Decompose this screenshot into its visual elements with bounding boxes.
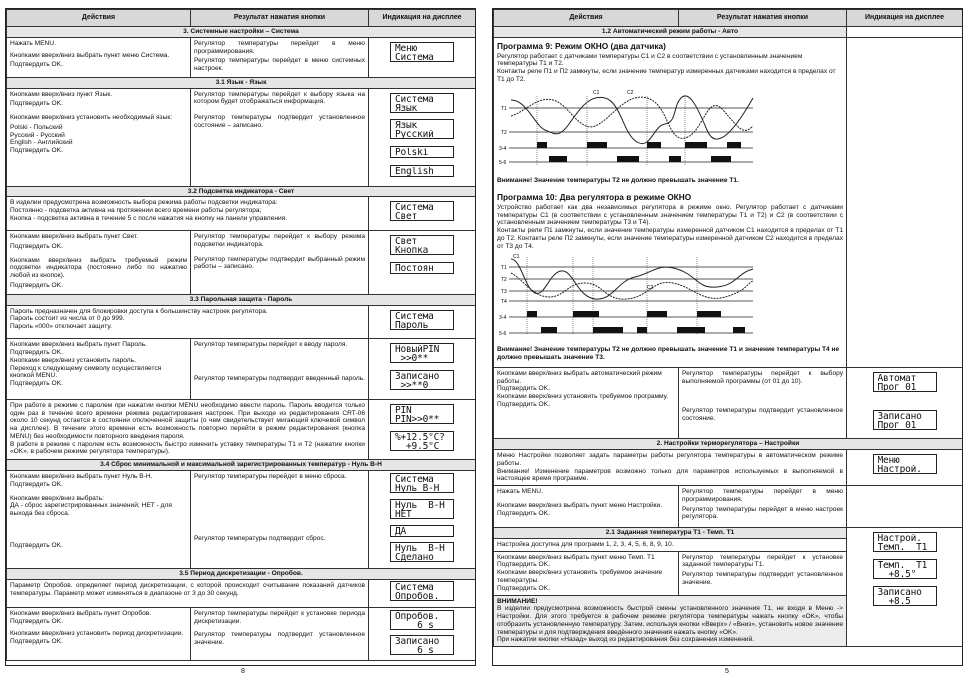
display-cell	[369, 88, 476, 186]
warning-cell	[494, 595, 847, 647]
result: Регулятор температуры перейдет к установке периода дискретизации.	[194, 609, 365, 625]
lcd-screen: Постоян	[390, 262, 454, 274]
step: Подтвердить OK.	[10, 541, 63, 549]
section-title: 3.1 Язык - Язык	[7, 77, 476, 88]
intro: Пароль «000» отключает защиту.	[10, 323, 112, 331]
step: Подтвердить OK.	[497, 561, 550, 569]
step: Polski - Польский	[10, 123, 63, 131]
step: Подтвердить OK.	[10, 380, 63, 388]
step: Подтвердить OK.	[497, 385, 550, 393]
intro-cell	[494, 450, 847, 486]
lcd-screen: Настрой. Темп. T1	[873, 532, 937, 552]
svg-text:5-6: 5-6	[499, 330, 507, 337]
step: Подтвердить OK.	[10, 480, 63, 488]
lcd-screen: Автомат Прог 01	[873, 372, 937, 392]
section-title: 3.3 Парольная защита - Пароль	[7, 294, 476, 305]
svg-text:T4: T4	[501, 298, 507, 305]
display-cell	[369, 339, 476, 400]
display-cell	[847, 450, 963, 486]
result-cell	[679, 551, 847, 595]
intro-cell	[7, 579, 369, 607]
step: Русский - Русский	[10, 131, 65, 139]
intro: Постоянно - подсветка активна на протяжении всего времени работы регулятора;	[10, 207, 262, 215]
step: Кнопками вверх/вниз установить требуемое программу.	[497, 393, 669, 401]
step: Кнопками вверх/вниз выбрать пункт Пароль.	[10, 341, 147, 349]
page-number: 5	[725, 668, 729, 675]
section-title: 2. Настройки терморегулятора – Настройки	[494, 439, 963, 450]
result: Регулятор температуры перейдет в меню настроек регулятора.	[682, 505, 843, 521]
step: Подтвердить OK.	[497, 584, 550, 592]
action-cell	[7, 471, 191, 569]
result: Регулятор температуры подтвердит установленное значение.	[194, 631, 365, 647]
lcd-screen: English	[390, 165, 454, 177]
result: Регулятор температуры подтвердит установленное значение.	[682, 571, 843, 586]
result-cell	[679, 486, 847, 528]
step: Кнопками вверх/вниз выбрать требуемый режим подсветки индикатора (постоянно либо по нажатию любой из кнопок).	[10, 256, 187, 280]
availability-cell: Настройка доступна для программ 1, 2, 3, 4, 5, 6, 8, 9, 10.	[494, 538, 847, 551]
intro: В изделии предусмотрена возможность выбора режима работы подсветки индикатора:	[10, 199, 278, 207]
note-cell	[7, 399, 369, 460]
step: Нажать MENU.	[10, 39, 56, 47]
display-cell	[369, 607, 476, 661]
svg-text:T2: T2	[501, 129, 507, 136]
result-cell	[191, 471, 369, 569]
lcd-screen: Записано +8.5	[873, 586, 937, 606]
svg-text:C2: C2	[647, 284, 654, 291]
step: Подтвердить OK.	[10, 349, 63, 357]
result: Регулятор температуры подтвердит введенный пароль.	[194, 375, 365, 383]
result: Регулятор температуры перейдет в меню системных настроек.	[194, 57, 365, 73]
lcd-screen: Система Пароль	[390, 310, 454, 330]
lcd-screen: Нуль В-Н Сделано	[390, 542, 454, 562]
col-display-header: Индикация на дисплее	[847, 10, 963, 27]
lcd-screen: ДА	[390, 525, 454, 537]
step: Подтвердить OK.	[497, 400, 550, 408]
result: Регулятор температуры перейдет в меню программирования.	[194, 39, 365, 55]
lcd-screen: Система Нуль В-Н	[390, 473, 454, 493]
intro: Меню Настройки позволяет задать параметры работы регулятора температуры в автоматическом режиме работы.	[497, 452, 843, 467]
step: Подтвердить OK.	[10, 638, 63, 646]
step: Кнопками вверх/вниз выбрать пункт меню Настройки.	[497, 501, 663, 509]
step: Переход к следующему символу осуществляется кнопкой MENU.	[10, 364, 162, 380]
result-cell	[191, 607, 369, 661]
result: Регулятор температуры перейдет к выбору режима подсветки индикатора.	[194, 233, 365, 248]
right-page	[492, 8, 963, 666]
intro: Параметр Опробов. определяет период дискретизации, с которой происходит считывание показаний датчиков температуры. Параметр может изменяться в диапазоне от 3 до 30 секунд.	[10, 581, 365, 597]
program-10-text: Контакты реле П1 замкнуты, если значение температуры измеренной датчиком С1 находится в пределах от T1 до T2. Контакты реле П2 замкнуты, если значение температуры измеренной датчиком С2 находится в пределах от T3 до T4.	[497, 227, 843, 250]
result: Регулятор температуры подтвердит установленное состояние.	[682, 407, 843, 423]
step: Кнопками вверх/вниз пункт Язык.	[10, 90, 113, 98]
lcd-screen: Нуль В-Н НЕТ	[390, 499, 454, 519]
result-cell	[191, 339, 369, 400]
step: Кнопками вверх/вниз выбрать автоматический режим работы.	[497, 369, 662, 385]
left-page	[5, 8, 476, 666]
step: Кнопками вверх/вниз выбрать пункт меню Темп. T1	[497, 553, 655, 561]
intro: Внимание! Изменение параметров возможно только для параметров используемых в выполняемой в настоящее время программе.	[497, 467, 843, 483]
program-9-warning: Внимание! Значение температуры T2 не должно превышать значение T1.	[497, 177, 739, 185]
svg-text:C1: C1	[593, 89, 600, 96]
result: Регулятор температуры подтвердит сброс.	[194, 534, 326, 542]
program-9-text: Контакты реле П1 и П2 замкнуты, если значение температур измеренных датчиками находится в пределах от T1 до T2.	[497, 68, 836, 83]
lcd-screen: Записано Прог 01	[873, 410, 937, 430]
svg-text:T3: T3	[501, 288, 507, 295]
warning-text: В изделии предусмотрена возможность быстрой смены установленного значения T1, не входя в Меню -> Настройки. Для этого требуется в рабочем режиме регулятора температуры нажать кнопку «OK», чтобы отобразить установленную температуру. Затем, используя кнопки «Вверх» / «Вниз», установить новое значение температуры и для подтверждения введённого значения нажать кнопку «OK».	[497, 605, 843, 636]
svg-text:3-4: 3-4	[499, 314, 507, 321]
section-title: 3.2 Подсветка индикатора - Свет	[7, 186, 476, 197]
step: Кнопками вверх/вниз установить период дискретизации.	[10, 630, 184, 638]
section-title: 3.4 Сброс минимальной и максимальной зарегистрированных температур - Нуль В-Н	[7, 460, 476, 471]
col-actions-header: Действия	[7, 10, 191, 27]
intro-cell	[7, 305, 369, 339]
intro: Кнопка - подсветка активна в течение 5 с после нажатия на кнопку на панели управления.	[10, 214, 288, 222]
section-title: 1.2 Автоматический режим работы - Авто	[494, 27, 847, 38]
step: Кнопками вверх/вниз установить требуемое значение температуры.	[497, 569, 663, 584]
action-cell	[494, 486, 679, 528]
svg-text:T1: T1	[501, 264, 507, 271]
lcd-screen: Меню Настрой.	[873, 454, 937, 474]
display-cell	[847, 367, 963, 439]
note: В работе в режиме с паролем есть возможность быстро изменить уставку температуры T1 и T2 (нажатие кнопки «OK», в рабочем режиме регулятора температуры).	[10, 440, 365, 456]
step: Кнопками вверх/вниз установить пароль.	[10, 356, 136, 364]
lcd-screen: Опробов. 6 s	[390, 610, 454, 630]
step: ДА - сброс зарегистрированных значений; НЕТ - для выхода без сброса.	[10, 502, 172, 518]
result: Регулятор температуры перейдет в меню программирования.	[682, 488, 843, 503]
program-10-diagram	[497, 253, 817, 341]
svg-text:5-6: 5-6	[499, 159, 507, 166]
left-table	[6, 9, 476, 661]
lcd-screen: Polski	[390, 146, 454, 158]
action-cell	[7, 339, 191, 400]
program-10-title: Программа 10: Два регулятора в режиме ОКНО	[497, 192, 692, 203]
lcd-screen: %+12.5°C? +9.5°C	[390, 431, 454, 451]
lcd-screen: Система Свет	[390, 201, 454, 221]
lcd-screen: Записано 6 s	[390, 635, 454, 655]
step: Подтвердить OK.	[10, 282, 63, 290]
page-number: 8	[241, 668, 245, 675]
result: Регулятор температуры подтвердит установленное состояние – записано.	[194, 114, 365, 129]
result-cell	[191, 37, 369, 77]
step: Кнопками вверх/вниз выбрать пункт меню Система.	[10, 51, 170, 59]
lcd-screen: PIN PIN>>0**	[390, 404, 454, 424]
result-cell	[679, 367, 847, 439]
lcd-screen: Темп. T1 +8.5°	[873, 559, 937, 579]
lcd-screen: Система Язык	[390, 93, 454, 113]
step: Подтвердить OK.	[10, 147, 63, 155]
section-title: 3.5 Период дискретизации - Опробов.	[7, 569, 476, 580]
step: Кнопками вверх/вниз выбрать пункт Свет.	[10, 233, 139, 241]
result: Регулятор температуры перейдет в меню сброса.	[194, 473, 347, 481]
step: Нажать MENU.	[497, 488, 543, 496]
lcd-screen: Язык Русский	[390, 119, 454, 139]
step: Кнопками вверх/вниз установить необходимый язык:	[10, 114, 173, 122]
action-cell	[7, 231, 191, 295]
program-9-title: Программа 9: Режим ОКНО (два датчика)	[497, 40, 666, 51]
warning-text: При нажатии кнопки «Назад» выход из редактирования без сохранения изменений.	[497, 636, 755, 644]
display-cell	[369, 305, 476, 339]
intro-cell	[7, 197, 369, 231]
program-9-text: Регулятор работает с датчиками температуры С1 и С2 в соответствии с установленным значением температуры T1 и T2.	[497, 52, 803, 68]
step: Кнопками вверх/вниз выбрать пункт Опробов.	[10, 609, 152, 617]
display-cell	[369, 399, 476, 460]
step: Кнопками вверх/вниз выбрать пункт Нуль В-Н.	[10, 473, 153, 481]
step: Подтвердить OK.	[497, 509, 550, 517]
program-10-text: Устройство работает как два независимых регулятора в режиме окно. Регулятор работает с датчиками температуры С1 (в соответствии с установленным значением температуры T1 и T2) и С2 (в соответствии с установленным значением температуры T3 и T4).	[497, 203, 843, 227]
section-title: 2.1 Заданная температура T1 - Темп. T1	[494, 528, 847, 539]
intro: Пароль состоит из числа от 0 до 999.	[10, 315, 125, 323]
display-cell	[369, 579, 476, 607]
result: Регулятор температуры перейдет к выбору выполняемой программы (от 01 до 10).	[682, 369, 843, 385]
step: Подтвердить OK.	[10, 617, 63, 625]
lcd-screen: Записано >>**0	[390, 370, 454, 390]
result: Регулятор температуры перейдет к выбору языка на котором будет отображаться информация.	[194, 90, 365, 106]
action-cell	[494, 551, 679, 595]
action-cell	[7, 607, 191, 661]
warning-title: ВНИМАНИЕ!	[497, 597, 538, 605]
result: Регулятор температуры подтвердит выбранный режим работы – записано.	[194, 255, 365, 271]
result: Регулятор температуры перейдет к установке заданной температуры T1.	[682, 553, 843, 569]
col-result-header: Результат нажатия кнопки	[191, 10, 369, 27]
lcd-screen: Меню Система	[390, 42, 454, 62]
step: Подтвердить OK.	[10, 100, 63, 108]
display-cell	[847, 528, 963, 647]
action-cell	[494, 367, 679, 439]
display-cell	[369, 197, 476, 231]
section-title: 3. Системные настройки – Система	[7, 27, 476, 38]
intro: Пароль предназначен для блокировки доступа к большинству настроек регулятора.	[10, 307, 268, 315]
step: Кнопками вверх/вниз выбрать:	[10, 494, 104, 502]
step: Подтвердить OK.	[10, 242, 63, 250]
lcd-screen: НовыйPIN >>0**	[390, 343, 454, 363]
svg-text:C2: C2	[627, 89, 634, 96]
program-10-warning: Внимание! Значение температуры T2 не должно превышать значение T1 и значение температуры T4 не должно превышать значение T3.	[497, 346, 840, 362]
step: English - Английский	[10, 139, 73, 147]
svg-text:C1: C1	[513, 253, 520, 260]
svg-text:T1: T1	[501, 105, 507, 112]
right-table	[493, 9, 963, 647]
display-cell	[369, 471, 476, 569]
svg-text:T2: T2	[501, 276, 507, 283]
action-cell	[7, 37, 191, 77]
result-cell	[191, 88, 369, 186]
note: При работе в режиме с паролем при нажатии кнопки MENU необходимо ввести пароль. Пароль вводится только один раз в течение всего времени режима редактирования настроек. При выходе из редактирования CRT-06 около 10 секунд остается в состоянии отключенной защиты (о чем свидетельствует мигающий ключевой символ на дисплее). В течение этого времени есть возможность повторно перейти в режим редактирования (кнопка MENU) без необходимости повторного введения пароля.	[10, 401, 365, 440]
col-result-header: Результат нажатия кнопки	[679, 10, 847, 27]
svg-text:3-4: 3-4	[499, 145, 507, 152]
program-9-diagram	[497, 86, 817, 172]
step: Подтвердить OK.	[10, 61, 63, 69]
display-cell	[369, 231, 476, 295]
col-actions-header: Действия	[494, 10, 679, 27]
programs-cell	[494, 37, 847, 367]
lcd-screen: Свет Кнопка	[390, 235, 454, 255]
action-cell	[7, 88, 191, 186]
result-cell	[191, 231, 369, 295]
display-cell	[369, 37, 476, 77]
result: Регулятор температуры перейдет к вводу пароля.	[194, 341, 348, 349]
lcd-screen: Система Опробов.	[390, 581, 454, 601]
col-display-header: Индикация на дисплее	[369, 10, 476, 27]
